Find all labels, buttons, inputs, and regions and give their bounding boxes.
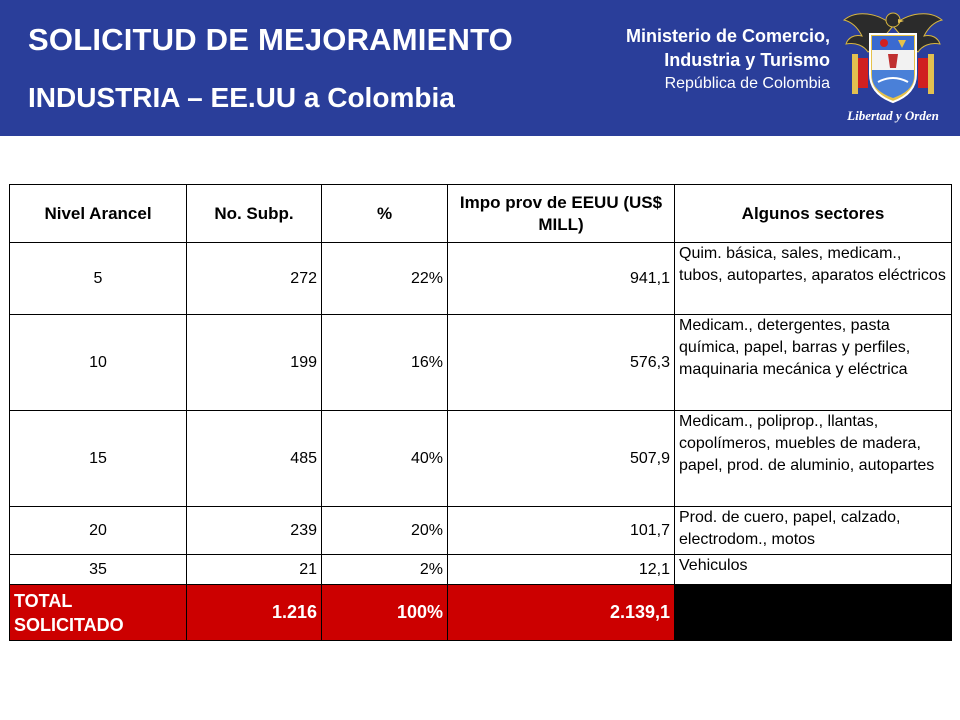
cell-nivel: 20 <box>10 507 187 555</box>
ministry-line-3: República de Colombia <box>664 75 830 92</box>
table-row <box>10 243 952 315</box>
total-impo: 2.139,1 <box>448 585 675 641</box>
cell-percent: 20% <box>322 507 448 555</box>
total-label: TOTAL SOLICITADO <box>10 585 187 641</box>
cell-nivel: 35 <box>10 555 187 585</box>
table-row <box>10 555 952 585</box>
cell-subp: 272 <box>187 243 322 315</box>
header-impo-eeuu: Impo prov de EEUU (US$ MILL) <box>448 185 675 243</box>
header-banner <box>0 0 960 136</box>
cell-impo: 576,3 <box>448 315 675 411</box>
slide-subtitle: INDUSTRIA – EE.UU a Colombia <box>28 82 455 113</box>
cell-subp: 21 <box>187 555 322 585</box>
cell-nivel: 5 <box>10 243 187 315</box>
table-header-row <box>10 185 952 243</box>
cell-subp: 199 <box>187 315 322 411</box>
cell-subp: 239 <box>187 507 322 555</box>
ministry-line-1: Ministerio de Comercio, <box>625 26 830 46</box>
header-percent: % <box>322 185 448 243</box>
table-row <box>10 507 952 555</box>
coat-of-arms-icon <box>838 4 948 108</box>
slide-title: SOLICITUD DE MEJORAMIENTO <box>28 22 513 57</box>
header-sectores: Algunos sectores <box>675 185 952 243</box>
table-row <box>10 315 952 411</box>
cell-sectores: Medicam., poliprop., llantas, copolímeros, muebles de madera, papel, prod. de aluminio, autopartes <box>675 411 952 507</box>
header-nivel-arancel: Nivel Arancel <box>10 185 187 243</box>
cell-percent: 22% <box>322 243 448 315</box>
cell-sectores: Vehiculos <box>675 555 952 585</box>
cell-percent: 2% <box>322 555 448 585</box>
total-percent: 100% <box>322 585 448 641</box>
cell-subp: 485 <box>187 411 322 507</box>
total-blank-cell <box>675 585 952 641</box>
cell-percent: 40% <box>322 411 448 507</box>
tariff-table <box>9 184 952 641</box>
cell-impo: 12,1 <box>448 555 675 585</box>
total-row <box>10 585 952 641</box>
cell-sectores: Medicam., detergentes, pasta química, papel, barras y perfiles, maquinaria mecánica y eléctrica <box>675 315 952 411</box>
seal-motto: Libertad y Orden <box>847 108 939 123</box>
header-no-subp: No. Subp. <box>187 185 322 243</box>
cell-nivel: 15 <box>10 411 187 507</box>
cell-impo: 101,7 <box>448 507 675 555</box>
table-row <box>10 411 952 507</box>
cell-nivel: 10 <box>10 315 187 411</box>
cell-sectores: Quim. básica, sales, medicam., tubos, autopartes, aparatos eléctricos <box>675 243 952 315</box>
cell-impo: 941,1 <box>448 243 675 315</box>
total-subp: 1.216 <box>187 585 322 641</box>
coat-of-arms-seal <box>838 4 948 132</box>
cell-impo: 507,9 <box>448 411 675 507</box>
cell-sectores: Prod. de cuero, papel, calzado, electrodom., motos <box>675 507 952 555</box>
ministry-block <box>570 24 830 96</box>
cell-percent: 16% <box>322 315 448 411</box>
ministry-line-2: Industria y Turismo <box>664 50 830 70</box>
